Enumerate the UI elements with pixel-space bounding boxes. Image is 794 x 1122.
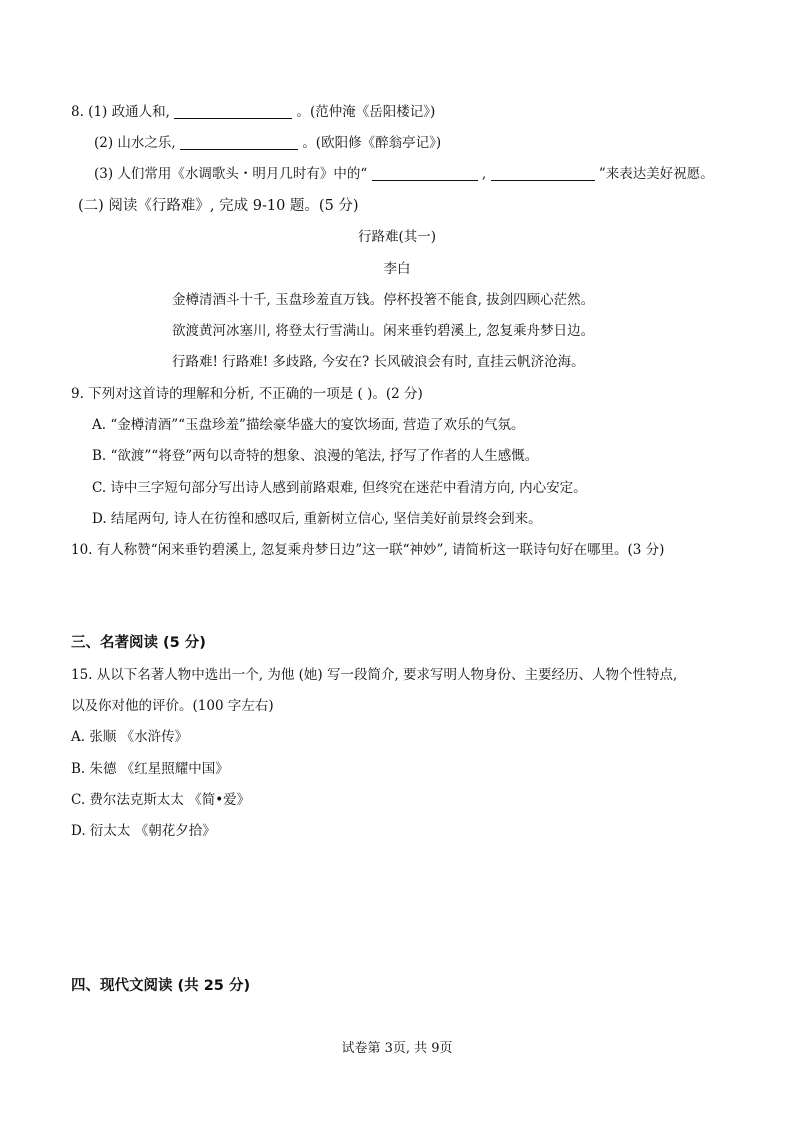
q8-part1 — [71, 102, 435, 122]
answer-blank[interactable] — [180, 149, 298, 150]
q8-part3-suffix: ”来表达美好祝愿。 — [598, 166, 714, 182]
answer-blank[interactable] — [491, 180, 595, 181]
q15-option-b: B. 朱德 《红星照耀中国》 — [71, 761, 229, 777]
q8-part2-prefix: (2) 山水之乐, — [94, 135, 176, 151]
q9-stem: 9. 下列对这首诗的理解和分析, 不正确的一项是 ( )。(2 分) — [71, 386, 423, 402]
poem-line: 行路难! 行路难! 多歧路, 今安在? 长风破浪会有时, 直挂云帆济沧海。 — [172, 354, 585, 370]
answer-blank[interactable] — [372, 180, 478, 181]
q8-part2 — [94, 133, 441, 153]
q9-option-d: D. 结尾两句, 诗人在彷徨和感叹后, 重新树立信心, 坚信美好前景终会到来。 — [92, 511, 542, 527]
q9-option-a: A. “金樽清酒”“玉盘珍羞”描绘豪华盛大的宴饮场面, 营造了欢乐的气氛。 — [92, 417, 525, 433]
q10-stem: 10. 有人称赞“闲来垂钓碧溪上, 忽复乘舟梦日边”这一联“神妙”, 请简析这一联诗句好在哪里。(3 分) — [71, 542, 665, 558]
poem-line: 金樽清酒斗十千, 玉盘珍羞直万钱。停杯投箸不能食, 拔剑四顾心茫然。 — [172, 292, 595, 308]
q8-part2-suffix: 。(欧阳修《醉翁亭记》) — [302, 135, 442, 151]
section4-heading: 四、现代文阅读 (共 25 分) — [71, 978, 251, 994]
q8-part1-suffix: 。(范仲淹《岳阳楼记》) — [296, 104, 436, 120]
page-footer: 试卷第 3页, 共 9页 — [341, 1041, 453, 1056]
poem-author: 李白 — [383, 261, 411, 277]
q9-option-b: B. “欲渡”“将登”两句以奇特的想象、浪漫的笔法, 抒写了作者的人生感慨。 — [92, 448, 539, 464]
q15-text-line2: 以及你对他的评价。(100 字左右) — [71, 698, 274, 714]
section2-heading: (二) 阅读《行路难》, 完成 9-10 题。(5 分) — [78, 198, 359, 214]
q9-option-c: C. 诗中三字短句部分写出诗人感到前路艰难, 但终究在迷茫中看清方向, 内心安定。 — [92, 480, 587, 496]
q15-text-line1: 15. 从以下名著人物中选出一个, 为他 (她) 写一段简介, 要求写明人物身份、主要经历、人物个性特点, — [71, 667, 678, 683]
section3-heading: 三、名著阅读 (5 分) — [71, 635, 206, 651]
q15-option-c: C. 费尔法克斯太太 《简•爱》 — [71, 792, 251, 808]
q8-part3 — [94, 164, 714, 184]
q8-part3-prefix: (3) 人们常用《水调歌头・明月几时有》中的“ — [94, 166, 368, 182]
q15-option-a: A. 张顺 《水浒传》 — [71, 729, 189, 745]
poem-line: 欲渡黄河冰塞川, 将登太行雪满山。闲来垂钓碧溪上, 忽复乘舟梦日边。 — [172, 323, 595, 339]
q8-part3-mid: , — [481, 166, 487, 182]
answer-blank[interactable] — [174, 118, 292, 119]
poem-title: 行路难(其一) — [357, 229, 437, 245]
q15-option-d: D. 衍太太 《朝花夕拾》 — [71, 823, 216, 839]
q8-part1-prefix: 8. (1) 政通人和, — [71, 104, 170, 120]
